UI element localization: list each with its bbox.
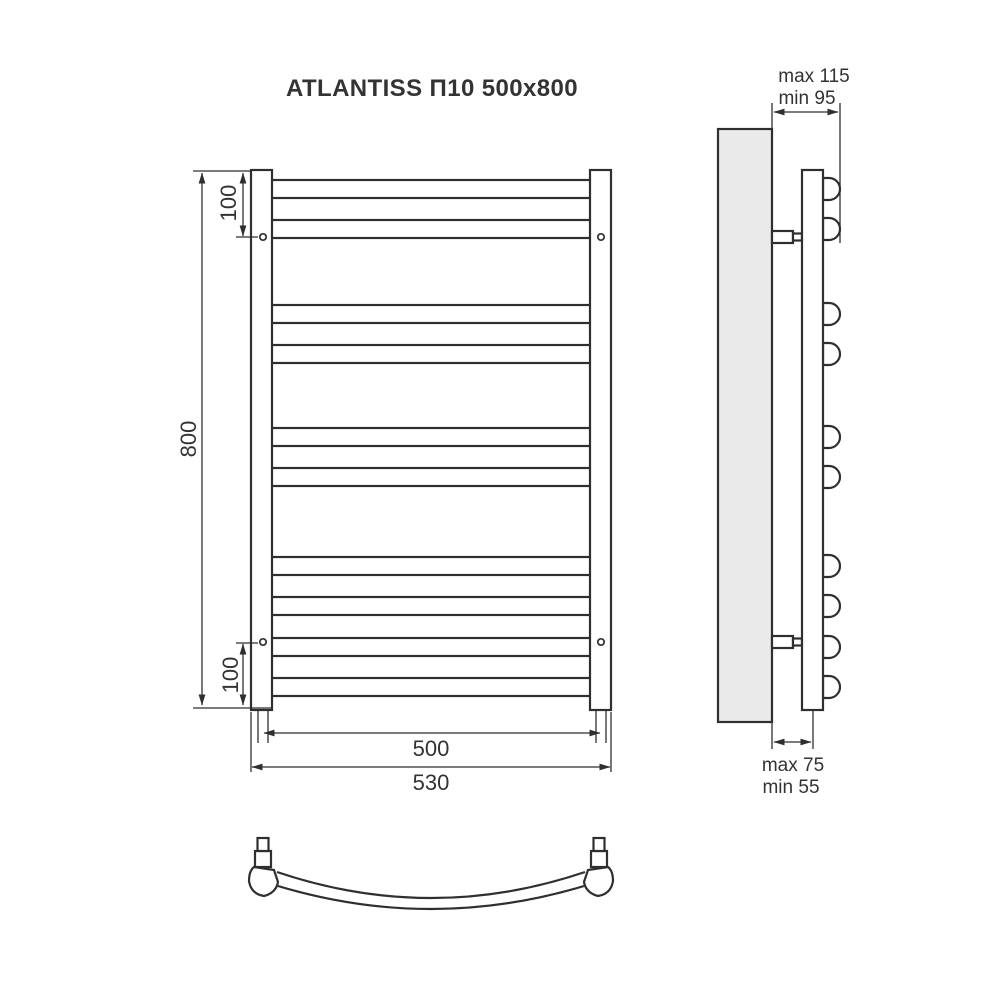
valve-body-right (591, 851, 607, 867)
wall-bracket (793, 234, 802, 241)
dim-label-max-75: max 75 (761, 755, 825, 776)
dim-height-800 (176, 173, 202, 705)
right-post (590, 170, 611, 710)
dim-label-min-55: min 55 (762, 777, 820, 798)
dim-label-530: 530 (412, 770, 450, 795)
rung (271, 597, 591, 615)
rung (271, 220, 591, 238)
rung (271, 557, 591, 575)
connector-stub-right (596, 710, 606, 743)
dim-label-100-bottom: 100 (218, 656, 243, 694)
dim-overall-width-530 (252, 767, 610, 795)
mounting-hole (598, 639, 604, 645)
bottom-view (249, 838, 613, 909)
dim-bottom-offset-100 (218, 644, 243, 705)
rung-end (823, 303, 840, 325)
rung-end (823, 676, 840, 698)
rung (271, 678, 591, 696)
rung (271, 345, 591, 363)
rung-end (823, 426, 840, 448)
post-profile (802, 170, 823, 710)
dim-label-800: 800 (176, 420, 201, 458)
valve-stub-left (258, 838, 269, 851)
elbow-fitting-left (249, 867, 278, 896)
elbow-fitting-right (584, 867, 613, 896)
dim-wall-to-axis (762, 711, 824, 798)
valve-stub-right (594, 838, 605, 851)
rung (271, 180, 591, 198)
dim-top-offset-100 (216, 173, 243, 236)
mounting-hole (260, 234, 266, 240)
rung (271, 468, 591, 486)
mounting-hole (598, 234, 604, 240)
dim-label-max-115: max 115 (778, 66, 850, 87)
wall-bracket (772, 636, 793, 648)
dim-label-500: 500 (412, 736, 450, 761)
front-view (251, 170, 611, 743)
rung (271, 428, 591, 446)
dim-connection-spacing-500 (264, 733, 600, 761)
rung-end (823, 343, 840, 365)
left-post (251, 170, 272, 710)
dim-label-100-top: 100 (216, 184, 241, 222)
rung-end (823, 595, 840, 617)
side-view (718, 129, 840, 722)
mounting-hole (260, 639, 266, 645)
rung-end (823, 218, 840, 240)
dim-label-min-95: min 95 (778, 88, 836, 109)
wall-bracket (772, 231, 793, 243)
curved-rung-outer-line (277, 872, 585, 898)
rung (271, 305, 591, 323)
wall (718, 129, 772, 722)
rung-end (823, 636, 840, 658)
rung-end (823, 178, 840, 200)
rung-end (823, 555, 840, 577)
rung (271, 638, 591, 656)
rung-end (823, 466, 840, 488)
valve-body-left (255, 851, 271, 867)
wall-bracket (793, 639, 802, 646)
connector-stub-left (258, 710, 268, 743)
drawing-title: ATLANTISS П10 500x800 (286, 75, 578, 102)
